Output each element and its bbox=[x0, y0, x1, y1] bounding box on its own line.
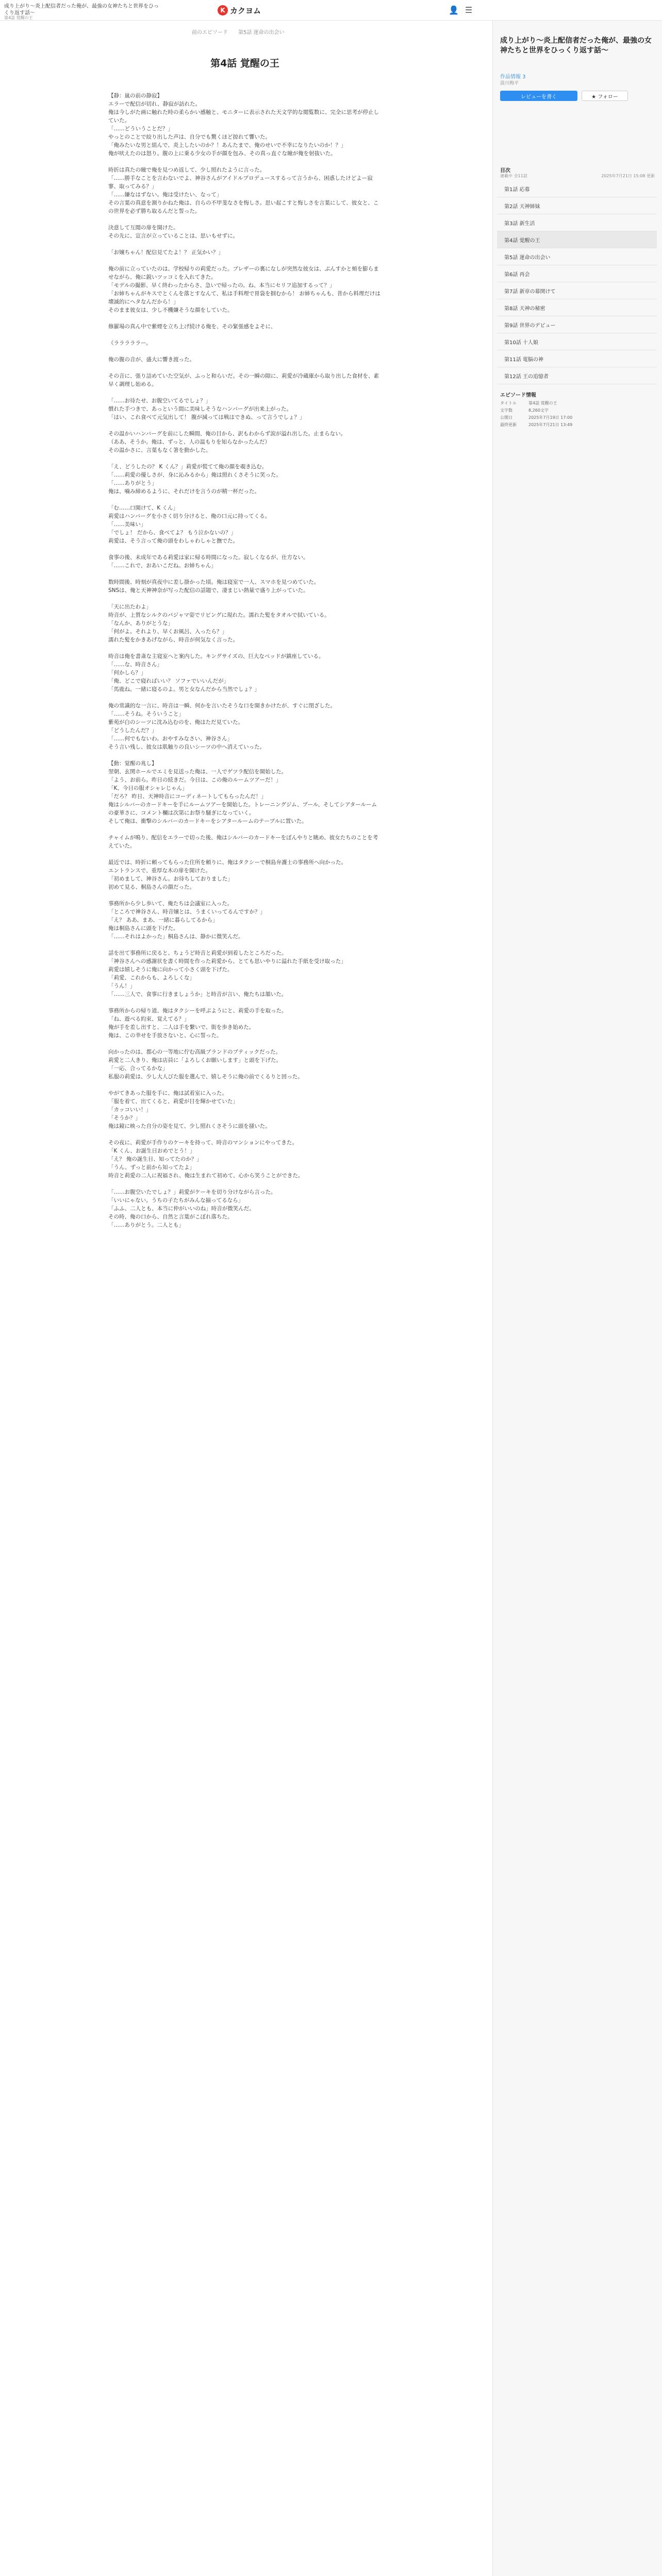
episode-info-value: 第4話 覚醒の王 bbox=[528, 401, 557, 405]
paragraph: その音に、張り詰めていた空気が、ふっと和らいだ。その一瞬の隙に、莉愛が冷蔵庫から取り出した食材を、素早く調理し始める。 bbox=[108, 373, 379, 387]
toc-item[interactable]: 第6話 再会 bbox=[497, 265, 657, 282]
paragraph: 決意して互閲の扉を開けた。 その先に、宣言が立っていることは、思いもせずに。 bbox=[108, 225, 238, 239]
logo-mark-icon: K bbox=[218, 5, 228, 15]
paragraph: 時音は俺を書斎な主寝室へと案内した。キングサイズの、巨大なベッドが鎮座している。 「……な、時音さん」 「何かしら？」 「俺、どこで寝ればいい？ ソファでいいんだが」 「馬鹿ね。一緒に寝るのよ。男と女なんだから当然でしょ？」 bbox=[108, 653, 324, 692]
paragraph: チャイムが鳴り、配信をエラーで切った後、俺はシルバーのカードキーをぼんやりと眺め、彼女たちのことを考えていた。 bbox=[108, 835, 378, 849]
episode-info-row bbox=[500, 400, 655, 407]
toc-count: 連載中 全11話 bbox=[500, 174, 527, 178]
paragraph: 「……お待たせ、お腹空いてるでしょ？」 慣れた手つきで、あっという間に美味しそうなハンバーグが出来上がった。 「はい、これ食べて元気出して！ 腹が減っては戦はできぬ、って言うでしょ？」 bbox=[108, 398, 305, 420]
toc-item[interactable]: 第12話 王の追憶者 bbox=[497, 367, 657, 384]
toc-title: 目次 bbox=[500, 168, 510, 174]
follow-button[interactable]: ★ フォロー bbox=[582, 91, 628, 101]
header-icons bbox=[449, 5, 472, 15]
paragraph: 修羅場の真ん中で紫煙を立ち上げ続ける俺を、その緊張感をよそに、 bbox=[108, 324, 276, 330]
episode-info-value: 2025年7月19日 17:00 bbox=[528, 415, 573, 420]
episode-info-title: エピソード情報 bbox=[500, 393, 536, 398]
paragraph: 「……お腹空いたでしょ？」莉愛がケーキを切り分けながら言った。 「いいにゃない。うちの子たちがみんな揃ってるなら」 「ふふ、二人とも、本当に仲がいいのね」時音が微笑んだ。 その時、俺の口から、自然と言葉がこぼれ落ちた。 「……ありがとう。二人とも」 bbox=[108, 1189, 276, 1228]
episode-info-value: 2025年7月21日 13:49 bbox=[528, 422, 573, 427]
sidebar-work-title[interactable]: 成り上がり〜炎上配信者だった俺が、最強の女神たちと世界をひっくり返す話〜 bbox=[500, 37, 652, 55]
episode-info-row bbox=[500, 407, 655, 414]
top-bar bbox=[0, 0, 662, 21]
paragraph: やがてきあった服を手に、俺は試着室に入った。 「服を着て、出てくると、莉愛が目を輝かせていた」 「カッコいい！」 「そうか？」 俺は鏡に映った自分の姿を見て、少し照れくさそうに頭を掻いた。 bbox=[108, 1090, 271, 1129]
episode-subtitle-header: 第4話 覚醒の王 bbox=[4, 15, 33, 20]
paragraph: 「え、どうしたの？ K くん？」莉愛が慌てて俺の顔を覗き込む。 「……莉愛の優しさが、身に沁みるから」俺は照れくさそうに笑った。 「……ありがとう」 俺は、噛み締めるように、それだけを言うのが精一杯だった。 bbox=[108, 464, 282, 495]
logo-word: カクヨム bbox=[230, 6, 261, 15]
paragraph: 俺の前に立っていたのは、学校帰りの莉愛だった。ブレザーの裏になしが突然な彼女は、ぷんすかと頬を膨らませながら、俺に鋭いツッコミを入れてきた。 「モデルの撮影、早く終わったからさ、急いで帰ったの。ね、本当にセリフ追加するって？」 「お姉ちゃんがキスでとくんを落とすなんて、私は手料理で胃袋を掴むから！ お姉ちゃんも、昔から料理だけは壊滅的にヘタなんだから！」 そのまま彼女は、少し不機嫌そうな顔をしていた。 bbox=[108, 266, 380, 313]
paragraph: 「天に出たわよ」 時音が、上質なシルクのパジャマ姿でリビングに現れた。濡れた髪をタオルで拭いている。 「なんか、ありがとうな」 「何がよ。それより、早くお風呂、入ったら？」 濡れた髪をかきあげながら、時音が何気なく言った。 bbox=[108, 604, 330, 643]
paragraph: 事務所から少し歩いて、俺たちは会議室に入った。 「ところで神谷さん、時音嬢とは、うまくいってるんですか？」 「え？ ああ、まあ、一緒に暮らしてるから」 俺は桐島さんに頭を下げた。 「……それはよかった」桐島さんは、静かに微笑んだ。 bbox=[108, 901, 266, 940]
toc-item[interactable]: 第11話 電脳の神 bbox=[497, 350, 657, 367]
toc-meta bbox=[500, 173, 655, 179]
paragraph: 「お嬢ちゃん！配信見てたよ！？ 正気かい？」 bbox=[108, 249, 224, 256]
sidebar bbox=[492, 21, 662, 2576]
toc-item[interactable]: 第10話 十人娘 bbox=[497, 333, 657, 350]
toc-item[interactable]: 第8話 天神の秘密 bbox=[497, 299, 657, 316]
main-reader bbox=[0, 21, 490, 2576]
episode-info-key: タイトル bbox=[500, 401, 517, 405]
toc-item[interactable]: 第4話 覚醒の王 bbox=[497, 231, 657, 248]
paragraph: 最近では、時折に頼ってもらった住所を頼りに、俺はタクシーで桐島弁護士の事務所へ向かった。 エントランスで、重厚な木の扉を開けた。 「初めまして、神谷さん。お待ちしておりました」 初めて見る、桐島さんの顔だった。 bbox=[108, 859, 346, 890]
paragraph: 【動：覚醒の兆し】 翌朝、玄関ホールでエミを見送った俺は、一人でゲツラ配信を開始した。 「よう、お前ら。昨日の続きだ。今日は、この俺のルームツアーだ！」 「K、今日の服オシャレじゃん」 「だろ？ 昨日、天神時音にコーディネートしてもらったんだ！」 俺はシルバーのカードキーを手にルームツアーを開始した。トレーニングジム、プール、そしてシアタールームの豪華さに、コメント欄は次第にお祭り騒ぎになっていく。 そして俺は、衝撃のシルバーのカードキーをシアタールームのテーブルに置いた。 bbox=[108, 760, 377, 824]
toc-item[interactable]: 第5話 運命の出会い bbox=[497, 248, 657, 265]
paragraph: 俺の腹の音が、盛大に響き渡った。 bbox=[108, 357, 195, 363]
toc-item[interactable]: 第7話 新章の幕開けて bbox=[497, 282, 657, 299]
paragraph: その夜に、莉愛が手作りのケーキを持って、時音のマンションにやってきた。 「K くん、お誕生日おめでとう！」 「え？ 俺の誕生日、知ってたのか？」 「うん、ずっと前から知ってたよ」 時音と莉愛の二人に祝福され、俺は生まれて初めて、心から笑うことができた。 bbox=[108, 1140, 304, 1179]
episode-body bbox=[108, 92, 382, 1238]
site-logo[interactable] bbox=[218, 4, 261, 16]
paragraph: 数時間後、時刻が真夜中に差し掛かった頃。俺は寝室で一人、スマホを見つめていた。 SNSは、俺と天神神奈が写った配信の話題で、凄まじい熱量で盛り上がっていた。 bbox=[108, 579, 320, 594]
paragraph: 話を出て事務所に戻ると、ちょうど時音と莉愛が到着したところだった。 「神谷さんへの感謝状を書く時間を作った莉愛から、とても思いやりに溢れた手紙を受け取った」 莉愛は嬉しそうに俺に向かって小さく頭を下げた。 「莉愛、これからも、よろしくな」 「うん！」 「……三人で、食事に行きましょうか」と時音が言い、俺たちは頷いた。 bbox=[108, 950, 346, 997]
episode-info-key: 文字数 bbox=[500, 408, 512, 413]
episode-info-key: 最終更新 bbox=[500, 422, 517, 427]
paragraph: 向かったのは、都心の一等地に佇む高級ブランドのブティックだった。 莉愛と二人きり、俺は店員に「よろしくお願いします」と頭を下げた。 「一応、合ってるかな」 私服の莉愛は、少し大人びた服を選んで、嬉しそうに俺の前でくるりと回った。 bbox=[108, 1049, 303, 1080]
review-button[interactable]: レビューを書く bbox=[500, 91, 577, 101]
next-episode-link[interactable]: 第5話 運命の出会い bbox=[238, 30, 285, 36]
toc-list bbox=[497, 180, 657, 384]
paragraph: 「む……口開けて、K くん」 莉愛はハンバーグを小さく切り分けると、俺の口元に持ってくる。 「……美味い」 「でしょ！ だから、食べてよ？ もう泣かないの？」 莉愛は、そう言って俺の頭をわしゃわしゃと撫でた。 bbox=[108, 505, 271, 544]
prev-episode-link[interactable]: 前のエピソード bbox=[192, 30, 228, 36]
episode-info-row bbox=[500, 414, 655, 421]
paragraph: 事務所からの帰り道、俺はタクシーを呼ぶようにと、莉愛の手を取った。 「ね、遊べる約束、覚えてる？」 俺が手を差し出すと、二人は手を繋いで、街を歩き始めた。 俺は、この幸せを手放さないと、心に誓った。 bbox=[108, 1008, 287, 1039]
episode-title: 第4話 覚醒の王 bbox=[210, 58, 279, 69]
toc-updated: 2025年7月21日 15:08 更新 bbox=[601, 174, 655, 178]
episode-info-key: 公開日 bbox=[500, 415, 512, 420]
paragraph: 【静：嵐の前の静寂】 エラーで配信が切れ、静寂が訪れた。 俺は今しがた画に触れた時の柔らかい感触と、モニターに表示された天文学的な閲覧数に、完全に思考が停止していた。 「……どういうことだ？」 やっとのことで絞り出した声は、自分でも驚くほど掠れて響いた。 「俺みたいな男と組んで、炎上したいのか？！あんたまで、俺のせいで不幸になりたいのか！？」 俺が吠えたのは怒り。腹の上に乗る少女の手が顔を包み、その真っ直ぐな瞳が俺を射抜いた。 bbox=[108, 93, 379, 157]
toc-item[interactable]: 第1話 応募 bbox=[497, 180, 657, 197]
episode-info bbox=[500, 400, 655, 429]
paragraph: 時折は真たの瞳で俺を見つめ返して、少し照れたように言った。 「……勝手なことを言わないでよ、神谷さんがアイドルプロデュースするって言うから、困惑したけどよー寂寥、取ってみる？」 「……嫌なはずない。俺は受けたい、なって」 その言葉の真意を測りかねた俺は、自らの不甲斐なさを悔しさ。思い起こすと悔しさを言葉にして、彼女と、この世界を必ず勝ち取るんだと誓った。 bbox=[108, 167, 379, 214]
paragraph: 《ラララララー。 bbox=[108, 340, 152, 346]
person-icon[interactable]: 👤 bbox=[449, 5, 459, 15]
menu-icon[interactable]: ☰ bbox=[465, 5, 473, 15]
episode-info-row bbox=[500, 421, 655, 429]
toc-item[interactable]: 第2話 天神姉妹 bbox=[497, 197, 657, 214]
paragraph: 食事の後、未成年である莉愛は家に帰る時間になった。寂しくなるが、仕方ない。 「……これで、おあいこだね。お姉ちゃん」 bbox=[108, 554, 309, 569]
toc-item[interactable]: 第9話 世界のデビュー bbox=[497, 316, 657, 333]
episode-navigation bbox=[192, 28, 285, 36]
paragraph: 俺の常識的な一言に、時音は一瞬、何かを言いたそうな口を開きかけたが、すぐに閉ざした。 「……そうね。そういうこと」 紫苑が白のシーツに沈み込むのを、俺はただ見ていた。 「どうしたんだ？」 「……何でもないわ。おやすみなさい、神谷さん」 そう言い残し、彼女は肌触りの良いシーツの中へ消えていった。 bbox=[108, 703, 336, 750]
author-sub: 汲川梅平 bbox=[500, 81, 519, 86]
toc-item[interactable]: 第3話 新生活 bbox=[497, 214, 657, 231]
paragraph: その温かいハンバーグを前にした瞬間、俺の目から、訳もわからず涙が溢れ出した。止まらない。 （ああ、そうか。俺は、ずっと、人の温もりを知らなかったんだ） その温かさに、言葉もなく箸を動かした。 bbox=[108, 431, 346, 453]
episode-info-value: 8,260文字 bbox=[528, 408, 549, 413]
author-name[interactable]: 作品情報 3 bbox=[500, 74, 526, 80]
work-title-header[interactable]: 成り上がり〜炎上配信者だった俺が、最強の女神たちと世界をひっくり返す話〜 bbox=[4, 4, 159, 16]
